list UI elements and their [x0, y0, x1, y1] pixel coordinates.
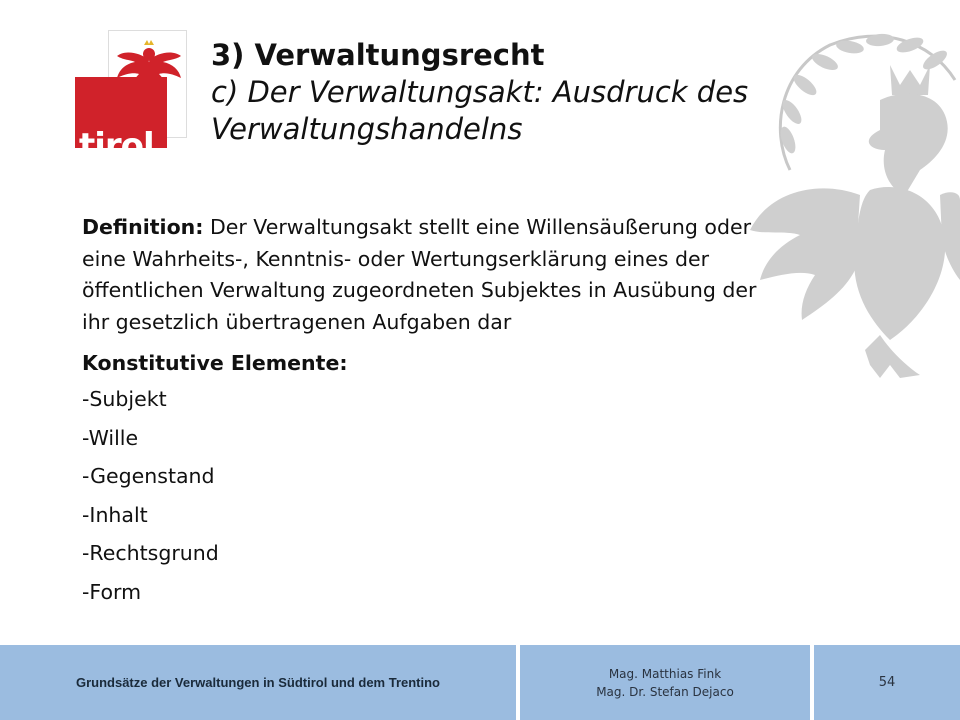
- footer-course-cell: [0, 645, 516, 720]
- list-item: -Gegenstand: [82, 464, 215, 488]
- footer-author-1: Mag. Matthias Fink: [608, 666, 722, 681]
- definition-paragraph: [82, 212, 762, 338]
- page-number: 54: [878, 675, 896, 690]
- list-item: -Wille: [82, 425, 139, 450]
- slide-body: [82, 212, 762, 611]
- elements-heading: Konstitutive Elemente:: [82, 351, 348, 375]
- footer-author-2: Mag. Dr. Stefan Dejaco: [596, 684, 734, 699]
- footer-course: Grundsätze der Verwaltungen in Südtirol und dem Trentino: [75, 675, 441, 690]
- logo-wordmark: tirol: [79, 126, 154, 166]
- slide-footer: [0, 645, 960, 720]
- logo-tagline: Unser Land: [82, 172, 159, 186]
- list-item: -Subjekt: [82, 387, 167, 411]
- footer-authors-cell: [520, 645, 810, 720]
- logo-red-block: [75, 77, 167, 186]
- definition-label: Definition:: [82, 215, 204, 239]
- list-item: -Rechtsgrund: [82, 541, 219, 565]
- title-sub-line2: Verwaltungshandelns: [211, 112, 523, 146]
- elements-list: [82, 380, 762, 611]
- definition-text: Der Verwaltungsakt stellt eine Willensäußerung oder eine Wahrheits-, Kenntnis- oder Wertungserklärung eines der öffentlichen Verwaltung zugeordneten Subjektes in Ausübung der ihr gesetzlich übertragenen Aufgaben dar: [82, 215, 757, 334]
- title-sub-line1: c) Der Verwaltungsakt: Ausdruck des: [211, 75, 749, 109]
- slide-title: [211, 36, 811, 148]
- list-item: -Form: [82, 579, 142, 604]
- footer-page-cell: [814, 645, 960, 720]
- title-main: 3) Verwaltungsrecht: [211, 38, 545, 72]
- tirol-logo: [75, 30, 187, 186]
- list-item: -Inhalt: [82, 502, 148, 527]
